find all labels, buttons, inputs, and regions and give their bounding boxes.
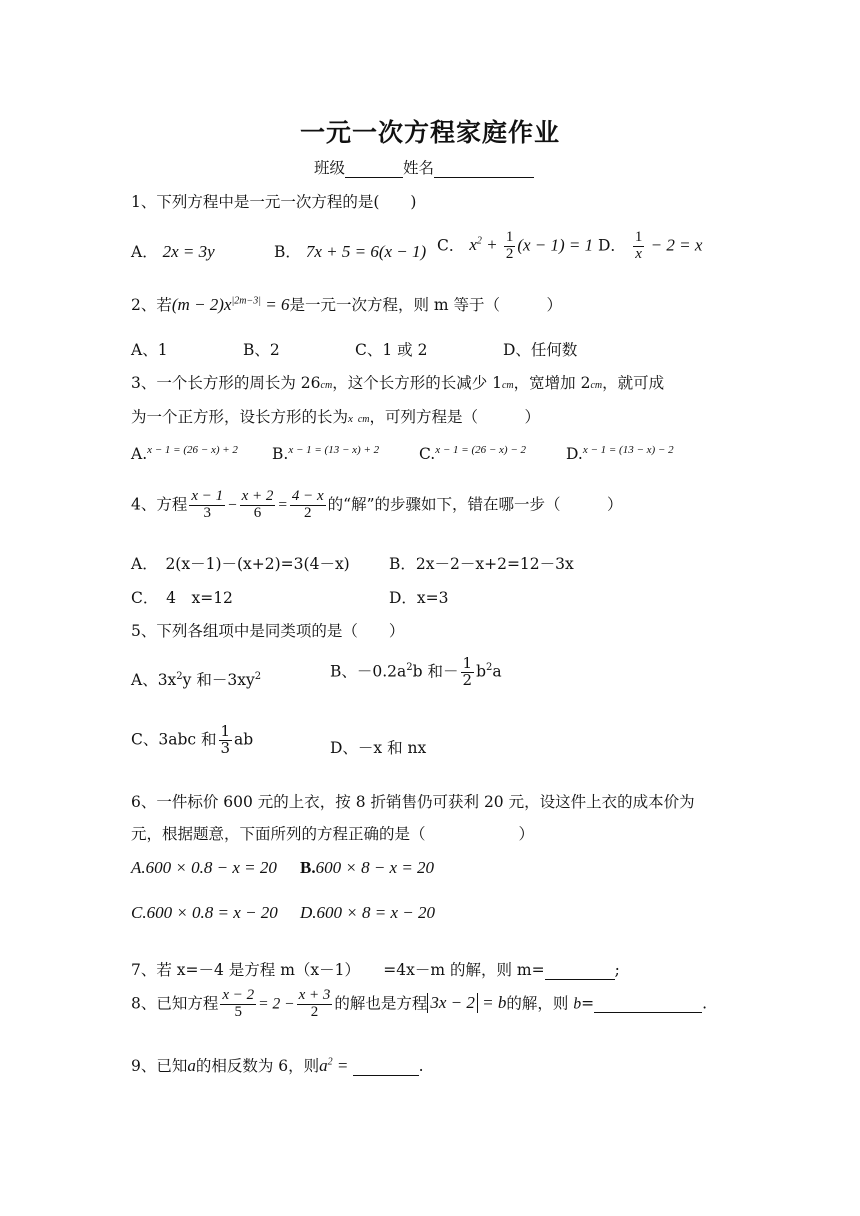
question-6-line-2: 元，根据题意，下面所列的方程正确的是（ ） (131, 825, 535, 843)
question-7: 7、若 x=－4 是方程 m（x－1） =4x－m 的解，则 m= ; (131, 961, 620, 979)
question-1-stem: 1、下列方程中是一元一次方程的是( ) (131, 193, 417, 211)
question-9-answer-blank[interactable] (353, 1057, 419, 1076)
question-4-stem: 4、方程 $\frac{x - 1}{3}$ − $\frac{x + 2}{6}$ = $\frac{4 - x}{2}$ 的“解”的步骤如下，错在哪一步（ ） (131, 488, 623, 521)
question-1-option-c: C． $x^2$ + $\frac{1}{2}$ (x − 1) = 1 (437, 229, 594, 262)
question-5-option-b: B、$-0.2a^2b$ 和－ $\frac{1}{2}$ $b^2a$ (330, 654, 502, 689)
student-info-line (314, 156, 534, 178)
question-6-option-b: B.600 × 8 − x = 20 (300, 858, 435, 877)
name-label: 姓名 (403, 159, 435, 177)
question-2-option-a: A、1 (131, 341, 168, 359)
question-3-line-1: 3、一个长方形的周长为 26cm，这个长方形的长减少 1cm，宽增加 2cm，就可成 (131, 374, 665, 392)
class-blank[interactable] (345, 159, 403, 178)
question-2-option-c: C、1 或 2 (355, 341, 428, 359)
question-4-option-a: A． 2(x－1)－(x+2)=3(4－x) (131, 555, 350, 573)
question-5-option-d: D、－x 和 nx (330, 739, 427, 757)
question-1-option-a: A． 2x = 3y (131, 242, 215, 261)
question-5-stem: 5、下列各组项中是同类项的是（ ） (131, 622, 405, 640)
question-4-option-d: D．x=3 (389, 589, 449, 607)
question-6-option-a: A.600 × 0.8 − x = 20 (131, 858, 277, 877)
question-2-option-d: D、任何数 (503, 341, 578, 359)
question-3-option-a: A.$^{x - 1 = (26 - x) + 2}$ (131, 444, 238, 463)
question-2-option-b: B、2 (243, 341, 280, 359)
question-6-option-d: D.600 × 8 = x − 20 (300, 903, 435, 922)
question-5-option-a: A、$3x^2y$ 和$-3xy^2$ (131, 670, 262, 689)
page-title: 一元一次方程家庭作业 (300, 118, 561, 147)
question-1-option-b: B． 7x + 5 = 6(x − 1) (274, 242, 427, 261)
question-5-option-c: C、3abc 和 $\frac{1}{3}$ ab (131, 722, 254, 757)
class-label: 班级 (314, 159, 346, 177)
question-2-stem: 2、若$(m - 2)x^{|2m-3|} = 6$是一元一次方程，则 m 等于（ ） (131, 295, 563, 314)
question-3-option-d: D.$^{x - 1 = (13 - x) - 2}$ (566, 444, 674, 463)
question-3-option-b: B.$^{x - 1 = (13 - x) + 2}$ (272, 444, 380, 463)
question-1-option-d: D． $\frac{1}{x}$ − 2 = x (598, 229, 703, 262)
question-3-option-c: C.$^{x - 1 = (26 - x) - 2}$ (419, 444, 527, 463)
question-4-option-b: B．2x－2－x+2=12－3x (389, 555, 574, 573)
question-9: 9、已知a的相反数为 6，则$a^2$ = . (131, 1056, 424, 1075)
question-4-option-c: C． 4 x=12 (131, 589, 233, 607)
question-7-answer-blank[interactable] (545, 961, 615, 980)
question-6-option-c: C.600 × 0.8 = x − 20 (131, 903, 278, 922)
question-8: 8、已知方程 $\frac{x - 2}{5}$ = 2 − $\frac{x + 3}{2}$ 的解也是方程 3x − 2 = b的解，则 b= . (131, 987, 708, 1020)
question-3-line-2: 为一个正方形，设长方形的长为x cm，可列方程是（ ） (131, 408, 541, 426)
name-blank[interactable] (434, 159, 534, 178)
question-6-line-1: 6、一件标价 600 元的上衣，按 8 折销售仍可获利 20 元，设这件上衣的成本价为 (131, 793, 695, 811)
question-8-answer-blank[interactable] (594, 994, 702, 1013)
